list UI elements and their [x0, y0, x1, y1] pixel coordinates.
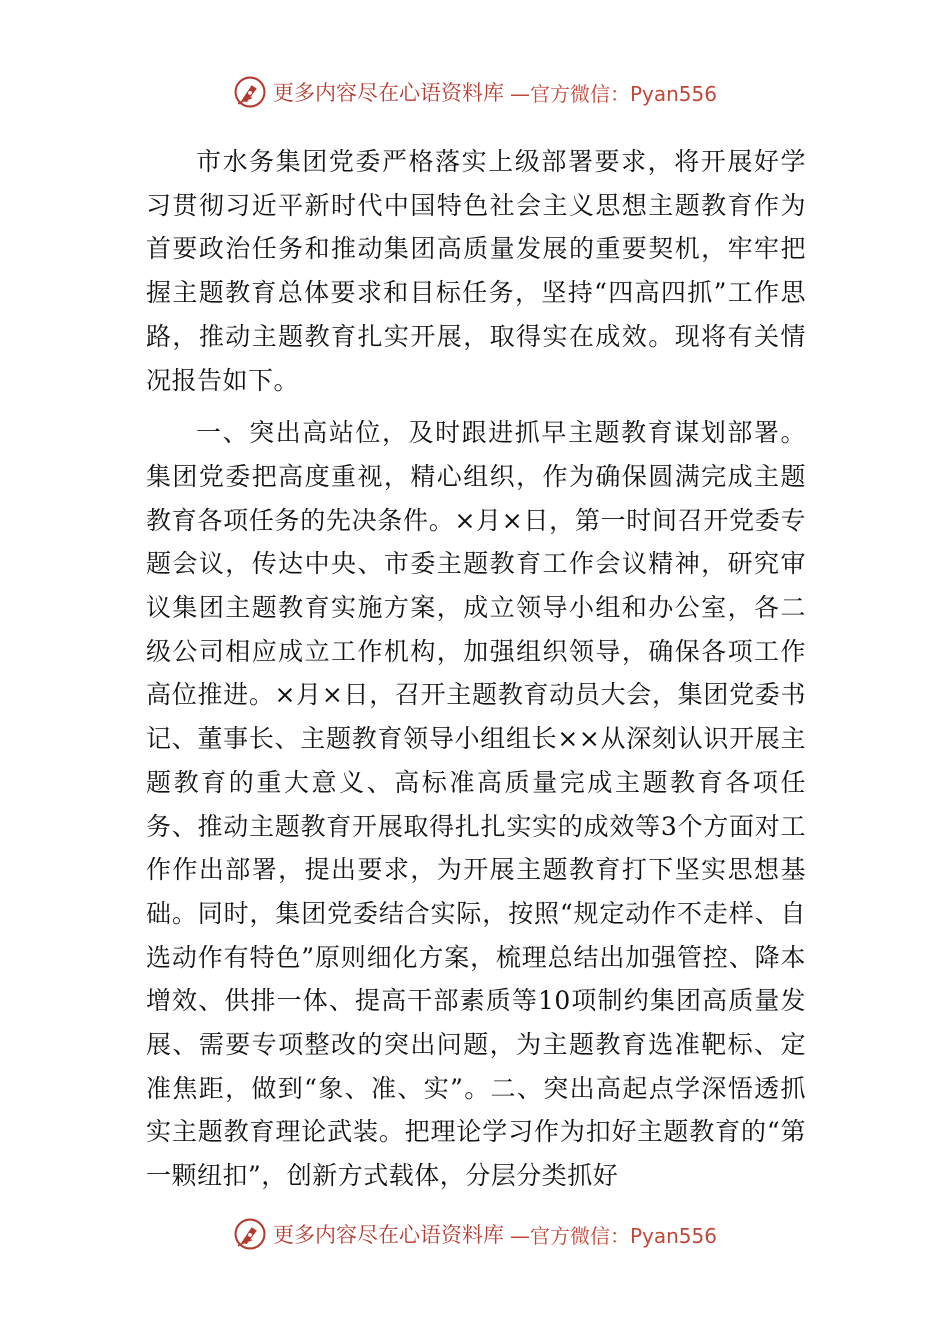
header-brand-text: 更多内容尽在心语资料库 [272, 81, 504, 105]
footer-brand-text: 更多内容尽在心语资料库 [272, 1223, 504, 1247]
paragraph-section-one: 一、突出高站位，及时跟进抓早主题教育谋划部署。集团党委把高度重视，精心组织，作为确保圆满完成主题教育各项任务的先决条件。×月×日，第一时间召开党委专题会议，传达中央、市委主题教育工作会议精神，研究审议集团主题教育实施方案，成立领导小组和办公室，各二级公司相应成立工作机构，加强组织领导，确保各项工作高位推进。×月×日，召开主题教育动员大会，集团党委书记、董事长、主题教育领导小组组长××从深刻认识开展主题教育的重大意义、高标准高质量完成主题教育各项任务、推动主题教育开展取得扎扎实实的成效等3个方面对工作作出部署，提出要求，为开展主题教育打下坚实思想基础。同时，集团党委结合实际，按照“规定动作不走样、自选动作有特色”原则细化方案，梳理总结出加强管控、降本增效、供排一体、提高干部素质等10项制约集团高质量发展、需要专项整改的突出问题，为主题教育选准靶标、定准焦距，做到“象、准、实”。二、突出高起点学深悟透抓实主题教育理论武装。把理论学习作为扣好主题教育的“第一颗纽扣”，创新方式载体，分层分类抓好 [146, 418, 806, 1191]
footer-wechat-text: —官方微信：Pyan556 [509, 1223, 717, 1248]
pen-nib-logo-icon [233, 1217, 267, 1251]
header-wechat-text: —官方微信：Pyan556 [509, 81, 717, 106]
header-banner [0, 72, 950, 112]
paragraph-intro: 市水务集团党委严格落实上级部署要求，将开展好学习贯彻习近平新时代中国特色社会主义思想主题教育作为首要政治任务和推动集团高质量发展的重要契机，牢牢把握主题教育总体要求和目标任务，坚持“四高四抓”工作思路，推动主题教育扎实开展，取得实在成效。现将有关情况报告如下。 [146, 147, 806, 395]
document-body [146, 140, 806, 1198]
footer-banner [0, 1214, 950, 1254]
pen-nib-logo-icon [233, 75, 267, 109]
